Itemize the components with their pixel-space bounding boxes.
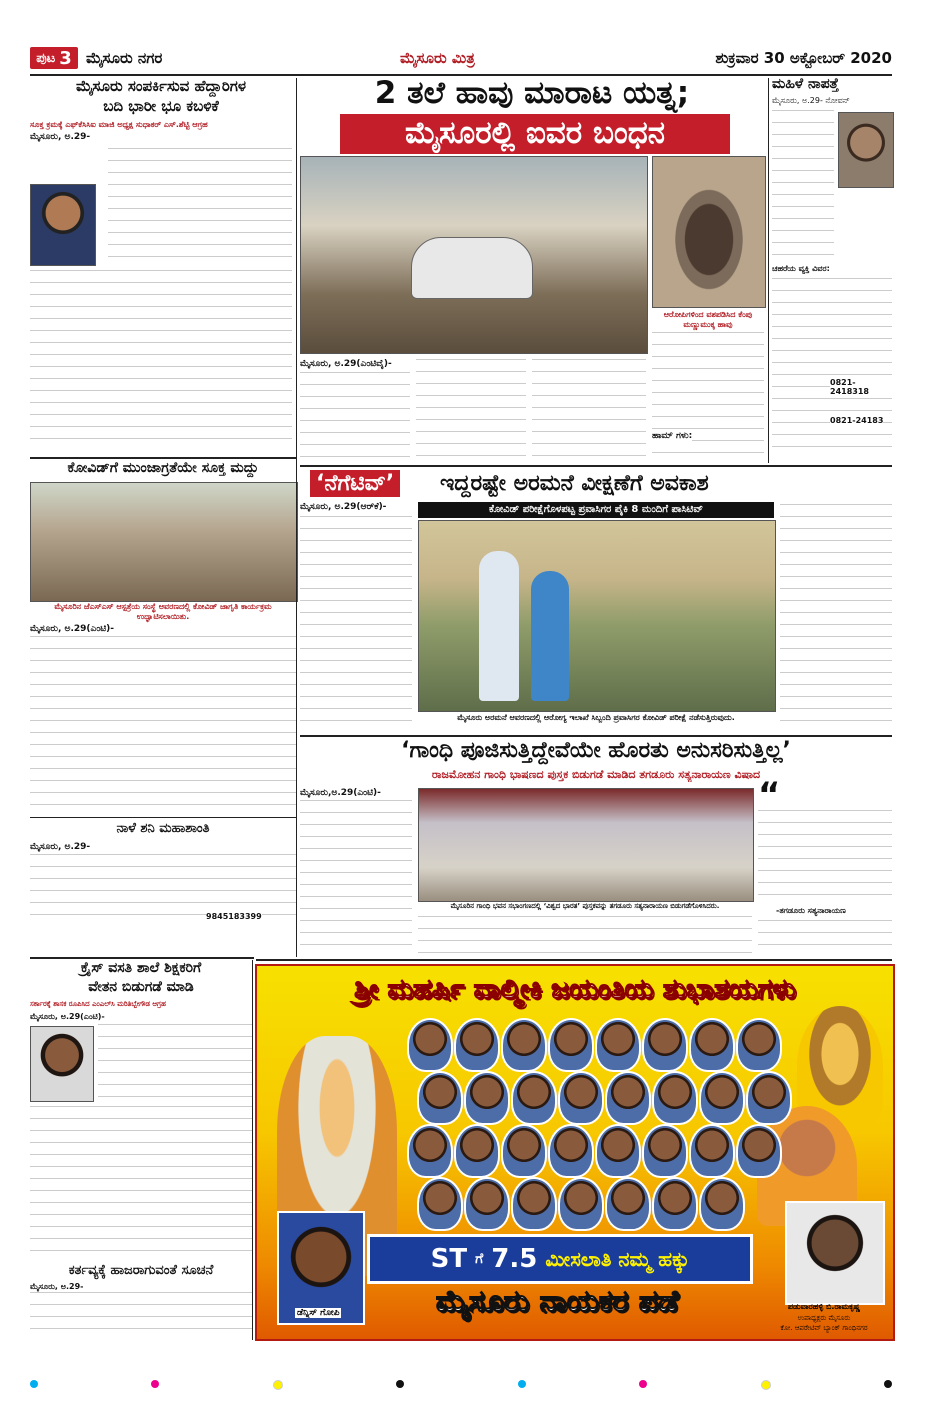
teachers-headline-2: ವೇತನ ಬಿಡುಗಡೆ ಮಾಡಿ — [88, 979, 194, 995]
duty-dateline: ಮೈಸೂರು, ಅ.29- — [30, 1282, 84, 1291]
ad-face — [605, 1071, 651, 1125]
duty-headline: ಕರ್ತವ್ಯಕ್ಕೆ ಹಾಜರಾಗುವಂತೆ ಸೂಚನೆ — [68, 1263, 214, 1278]
teachers-body — [98, 1024, 252, 1102]
left-story-1-kicker: ಸೂಕ್ತ ಕ್ರಮಕ್ಕೆ ಎಫ್‌ಕೆಸಿಸಿಐ ಮಾಜಿ ಅಧ್ಯಕ್ಷ ಸುಧಾಕರ್ ಎಸ್.ಶೆಟ್ಟಿ ಆಗ್ರಹ — [30, 120, 208, 129]
covid-caption: ಮೈಸೂರಿನ ಜೆಎಸ್‌ಎಸ್ ಆಸ್ಪತ್ರೆಯ ಸಂಸ್ಥೆ ಆವರಣದಲ್ಲಿ ಕೋವಿಡ್ ಜಾಗೃತಿ ಕಾರ್ಯಕ್ರಮ ಉದ್ಘಾಟಿಸಲಾಯಿತು. — [54, 602, 272, 621]
ad-face — [511, 1177, 557, 1231]
ad-face — [417, 1177, 463, 1231]
ad-face — [464, 1071, 510, 1125]
ad-right-person-role: ಉಪಾಧ್ಯಕ್ಷರು ಮೈಸೂರು — [797, 1314, 851, 1322]
palace-headline-rest: ಇದ್ದರಷ್ಟೇ ಅರಮನೆ ವೀಕ್ಷಣೆಗೆ ಅವಕಾಶ — [440, 471, 709, 496]
teachers-story — [30, 960, 252, 1338]
missing-phone: 0821-2418318 — [830, 378, 892, 396]
left-story-1-body — [108, 148, 292, 266]
ad-right-person-name: ಪಡುವಾರಹಳ್ಳಿ ಬಿ.ರಾಮಕೃಷ್ಣ — [787, 1302, 861, 1311]
horizontal-rule-3 — [256, 959, 892, 961]
ad-face — [548, 1124, 594, 1178]
teachers-dateline: ಮೈಸೂರು, ಅ.29(ಎಂಟಿ)- — [30, 1012, 105, 1021]
ad-ge: ಗೆ — [475, 1251, 484, 1267]
reg-mark-k2 — [884, 1380, 892, 1388]
palace-photo — [418, 520, 776, 712]
paper-name: ಮೈಸೂರು ಮಿತ್ರ — [400, 49, 475, 67]
ad-face — [652, 1071, 698, 1125]
ad-footer: ಮೈಸೂರು ನಾಯಕರ ಪಡೆ — [435, 1284, 679, 1319]
color-registration-strip — [30, 1380, 892, 1390]
section-name: ಮೈಸೂರು ನಗರ — [86, 49, 163, 67]
shanti-headline: ನಾಳೆ ಶನಿ ಮಹಾಶಾಂತಿ — [116, 821, 210, 836]
palace-strap: ಕೋವಿಡ್ ಪರೀಕ್ಷೆಗೊಳಪಟ್ಟ ಪ್ರವಾಸಿಗರ ಪೈಕಿ 8 ಮಂದಿಗೆ ಪಾಸಿಟಿವ್ — [418, 502, 774, 518]
ad-face — [595, 1018, 641, 1072]
reg-mark-y — [273, 1380, 283, 1390]
ad-face — [736, 1018, 782, 1072]
ad-face — [689, 1124, 735, 1178]
gandhi-dateline: ಮೈಸೂರು,ಅ.29(ಎಂಟಿ)- — [300, 788, 381, 798]
ad-face — [501, 1018, 547, 1072]
reg-mark-c2 — [518, 1380, 526, 1388]
lead-headline-2: ಮೈಸೂರಲ್ಲಿ ಐವರ ಬಂಧನ — [340, 114, 730, 154]
teachers-portrait — [30, 1026, 94, 1102]
horizontal-rule-left-2 — [30, 957, 254, 959]
ad-face — [464, 1177, 510, 1231]
shanti-rule — [30, 817, 296, 818]
palace-headline-negative: ‘ನೆಗೆಟಿವ್’ — [310, 470, 400, 497]
ad-right-person — [785, 1201, 885, 1305]
lead-headline-1: 2 ತಲೆ ಹಾವು ಮಾರಾಟ ಯತ್ನ; — [374, 75, 690, 111]
ad-right-person-note: ಕೋ. ಆಪರೇಟಿವ್ ಬ್ಯಾಂಕ್ ಗಾಂಧಿನಗರ — [780, 1324, 868, 1332]
ad-face — [454, 1018, 500, 1072]
lead-dateline: ಮೈಸೂರು, ಅ.29(ಎಂಟಿವೈ)- — [300, 359, 392, 369]
ad-st: ST — [430, 1244, 468, 1274]
masthead — [30, 44, 892, 76]
palace-body-left — [300, 504, 412, 728]
gandhi-caption: ಮೈಸೂರಿನ ಗಾಂಧಿ ಭವನ ಸಭಾಂಗಣದಲ್ಲಿ ‘ವಿಶ್ವದ ಭಾರತ’ ಪುಸ್ತಕವನ್ನು ತಗಡೂರು ಸತ್ಯನಾರಾಯಣ ಬಿಡುಗಡೆಗೊಳಿಸಿದರು. — [450, 902, 720, 910]
ad-face — [595, 1124, 641, 1178]
ppe-figure-2 — [531, 571, 569, 701]
ad-face — [736, 1124, 782, 1178]
ad-face — [642, 1018, 688, 1072]
gandhi-body-col2 — [418, 916, 752, 954]
horizontal-rule-left — [30, 457, 296, 459]
ad-number: 7.5 — [491, 1244, 538, 1274]
ad-face — [417, 1071, 463, 1125]
gandhi-strap: ರಾಜಮೋಹನ ಗಾಂಧಿ ಭಾಷಣದ ಪುಸ್ತಕ ಬಿಡುಗಡೆ ಮಾಡಿದ ತಗಡೂರು ಸತ್ಯನಾರಾಯಣ ವಿಷಾದ — [431, 768, 761, 781]
page-number: 3 — [59, 47, 72, 69]
left-story-1-portrait — [30, 184, 96, 266]
ad-face — [558, 1071, 604, 1125]
palace-caption: ಮೈಸೂರು ಅರಮನೆ ಆವರಣದಲ್ಲಿ ಆರೋಗ್ಯ ಇಲಾಖೆ ಸಿಬ್ಬಂದಿ ಪ್ರವಾಸಿಗರ ಕೋವಿಡ್ ಪರೀಕ್ಷೆ ನಡೆಸುತ್ತಿರುವುದು. — [457, 713, 735, 722]
covid-dateline: ಮೈಸೂರು, ಅ.29(ಎಂಟಿ)- — [30, 624, 115, 634]
reg-mark-m2 — [639, 1380, 647, 1388]
ad-face — [548, 1018, 594, 1072]
missing-body-2 — [772, 266, 892, 456]
reg-mark-c — [30, 1380, 38, 1388]
column-divider — [296, 78, 297, 463]
ad-face — [699, 1071, 745, 1125]
lead-body-col2 — [416, 359, 526, 462]
ad-face — [407, 1124, 453, 1178]
shanti-phone: 9845183399 — [206, 912, 262, 921]
covid-story — [30, 460, 296, 940]
ad-face — [642, 1124, 688, 1178]
left-story-1-headline-2: ಬದಿ ಭಾರೀ ಭೂ ಕಬಳಿಕೆ — [103, 97, 219, 115]
teachers-body-2 — [30, 1106, 252, 1262]
duty-body — [30, 1292, 252, 1338]
reg-mark-m — [151, 1380, 159, 1388]
missing-headline: ಮಹಿಳೆ ನಾಪತ್ತೆ — [772, 76, 839, 92]
ad-face — [652, 1177, 698, 1231]
left-story-1-dateline: ಮೈಸೂರು, ಅ.29- — [30, 132, 91, 142]
ad-reservation: ಮೀಸಲಾತಿ ನಮ್ಮ ಹಕ್ಕು — [545, 1247, 690, 1271]
ppe-figure — [479, 551, 519, 701]
gandhi-quote-attribution: -ತಗಡೂರು ಸತ್ಯನಾರಾಯಣ — [776, 906, 846, 915]
missing-woman-box — [772, 76, 892, 464]
covid-photo — [30, 482, 298, 602]
gandhi-body-col3 — [758, 920, 892, 954]
gandhi-photo — [418, 788, 754, 902]
gandhi-story — [300, 738, 892, 958]
horizontal-rule-1 — [300, 465, 892, 467]
missing-subhead: ಚಹರೆಯ ವ್ಯಕ್ತಿ ವಿವರ: — [772, 264, 892, 274]
car-shape — [411, 237, 533, 299]
ad-face — [454, 1124, 500, 1178]
ad-face — [501, 1124, 547, 1178]
teachers-headline-1: ಕ್ರೈಸ್ ವಸತಿ ಶಾಲೆ ಶಿಕ್ಷಕರಿಗೆ — [80, 960, 202, 976]
gandhi-quote-body — [758, 810, 892, 906]
ad-face — [407, 1018, 453, 1072]
issue-date: ಶುಕ್ರವಾರ 30 ಅಕ್ಟೋಬರ್ 2020 — [715, 49, 892, 67]
page-label: ಪುಟ — [36, 50, 56, 66]
lead-body-col4 — [652, 332, 764, 462]
valmiki-jayanti-ad — [255, 964, 895, 1341]
gandhi-headline: ‘ಗಾಂಧಿ ಪೂಜಿಸುತ್ತಿದ್ದೇವೆಯೇ ಹೊರತು ಅನುಸರಿಸುತ್ತಿಲ್ಲ’ — [401, 738, 791, 763]
horizontal-rule-2 — [300, 735, 892, 737]
left-story-1-body-2 — [30, 270, 292, 450]
lead-subhead: ಹಾಮ್ ಗಳು: — [652, 431, 693, 441]
ad-face — [605, 1177, 651, 1231]
reg-mark-k — [396, 1380, 404, 1388]
column-divider-2 — [768, 78, 769, 463]
snake-caption: ಆರೋಪಿಗಳಿಂದ ವಶಪಡಿಸಿದ ಕೆಂಪು ಮಣ್ಣುಮುಕ್ಕ ಹಾವು — [663, 310, 753, 329]
missing-dateline: ಮೈಸೂರು, ಅ.29- ನೋವನ್ — [772, 96, 850, 105]
reg-mark-y2 — [761, 1380, 771, 1390]
ad-face — [689, 1018, 735, 1072]
palace-story — [300, 470, 892, 732]
column-divider-4 — [252, 960, 253, 1340]
ad-st-banner — [367, 1234, 753, 1284]
palace-dateline: ಮೈಸೂರು, ಅ.29(ಆರ್‌ಕೆ)- — [300, 502, 412, 512]
snake-photo — [652, 156, 766, 308]
missing-body — [772, 110, 834, 260]
ad-face — [558, 1177, 604, 1231]
ad-faces-grid — [407, 1018, 787, 1232]
lead-story — [300, 76, 764, 461]
ad-title: ಶ್ರೀ ಮಹರ್ಷಿ ವಾಲ್ಮೀಕಿ ಜಯಂತಿಯ ಶುಭಾಶಯಗಳು — [354, 974, 796, 1005]
covid-headline: ಕೋವಿಡ್‌ಗೆ ಮುಂಜಾಗ್ರತೆಯೇ ಸೂಕ್ತ ಮದ್ದು — [67, 460, 259, 476]
palace-body-right — [780, 504, 892, 728]
left-story-1-headline-1: ಮೈಸೂರು ಸಂಪರ್ಕಿಸುವ ಹೆದ್ದಾರಿಗಳ — [75, 77, 246, 95]
column-divider-3 — [296, 462, 297, 957]
lead-body-col1 — [300, 372, 410, 462]
gandhi-body-col1 — [300, 800, 412, 954]
covid-body — [30, 636, 296, 816]
gandhi-quote-mark: “ — [758, 775, 781, 815]
lead-arrest-photo — [300, 156, 648, 354]
ad-face — [511, 1071, 557, 1125]
left-story-1 — [30, 78, 292, 453]
ad-face — [746, 1071, 792, 1125]
shanti-dateline: ಮೈಸೂರು, ಅ.29- — [30, 842, 91, 852]
ad-left-person-name: ಡೆನ್ನಿಸ್ ಗೋಪಿ — [297, 1308, 340, 1318]
lead-body-col3 — [532, 359, 646, 462]
page-badge — [30, 47, 78, 69]
ad-face — [699, 1177, 745, 1231]
missing-portrait — [838, 112, 894, 188]
missing-phone-2: 0821-24183 — [830, 416, 884, 425]
teachers-kicker: ಸರ್ಕಾರಕ್ಕೆ ಶಾಸಕ ರೂಪಿಸಿದ ಎಂಎಲ್‌ಸಿ ಮರಿತಿಬ್ಬೇಗೌಡ ಆಗ್ರಹ — [30, 1000, 166, 1008]
